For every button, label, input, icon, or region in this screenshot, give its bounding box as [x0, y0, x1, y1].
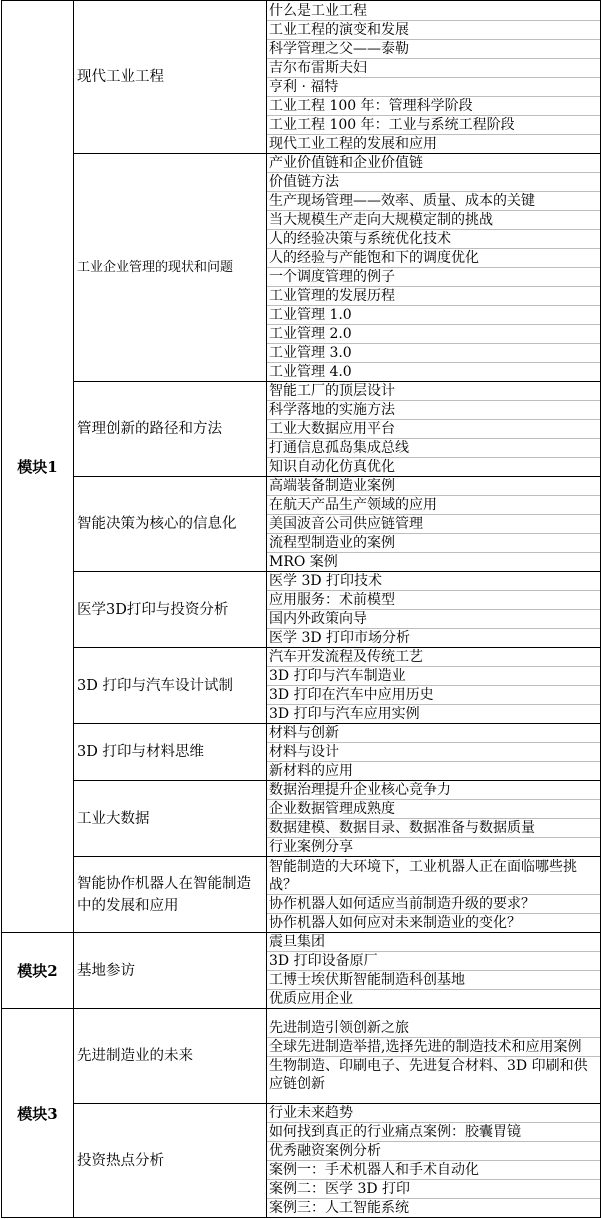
- list-item: 工业管理 2.0: [267, 325, 600, 344]
- table-row: [2, 1, 601, 154]
- list-item: 协作机器人如何适应当前制造升级的要求？: [267, 895, 600, 914]
- table-row: [2, 154, 601, 382]
- list-item: 科学落地的实施方法: [267, 401, 600, 420]
- list-item: 震旦集团: [267, 933, 600, 952]
- list-item: 工博士埃伏斯智能制造科创基地: [267, 971, 600, 990]
- topic-title: 工业企业管理的现状和问题: [74, 154, 267, 382]
- list-item: 工业工程 100 年：管理科学阶段: [267, 97, 600, 116]
- topic-title: 先进制造业的未来: [74, 1009, 267, 1104]
- topic-items: [267, 572, 601, 648]
- list-item: 3D 打印与汽车制造业: [267, 667, 600, 686]
- list-item: 现代工业工程的发展和应用: [269, 135, 437, 152]
- topic-title: 现代工业工程: [74, 1, 267, 154]
- list-item: 先进制造引领创新之旅: [267, 1019, 600, 1038]
- topic-items: [267, 724, 601, 781]
- list-item: 数据治理提升企业核心竞争力: [267, 781, 600, 800]
- list-item: 工业大数据应用平台: [267, 420, 600, 439]
- topic-items: [267, 933, 601, 1009]
- list-item: 在航天产品生产领域的应用: [267, 496, 600, 515]
- list-item: 工业工程 100 年：工业与系统工程阶段: [267, 116, 600, 135]
- list-item: 医学 3D 打印市场分析: [269, 630, 411, 646]
- table-row: [2, 781, 601, 857]
- list-item: 智能工厂的顶层设计: [267, 382, 600, 401]
- table-row: [2, 1009, 601, 1104]
- list-item: 价值链方法: [267, 173, 600, 192]
- list-item: 高端装备制造业案例: [267, 477, 600, 496]
- list-item: 优质应用企业: [269, 991, 353, 1007]
- table-row: [2, 648, 601, 724]
- list-item: 全球先进制造举措,选择先进的制造技术和应用案例: [267, 1038, 600, 1057]
- list-item: 行业案例分享: [269, 839, 353, 855]
- table-row: [2, 477, 601, 572]
- list-item: 应用服务：术前模型: [267, 591, 600, 610]
- list-item: 新材料的应用: [269, 763, 353, 779]
- list-item: 什么是工业工程: [267, 2, 600, 21]
- curriculum-table: [1, 0, 601, 1218]
- topic-items: [267, 1009, 601, 1104]
- table-row: [2, 382, 601, 477]
- list-item: 人的经验与产能饱和下的调度优化: [267, 249, 600, 268]
- topic-items: [267, 382, 601, 477]
- topic-title: 智能决策为核心的信息化: [74, 477, 267, 572]
- topic-title: 3D 打印与汽车设计试制: [74, 648, 267, 724]
- list-item: 亨利 · 福特: [267, 78, 600, 97]
- list-item: 3D 打印设备原厂: [267, 952, 600, 971]
- list-item: 一个调度管理的例子: [267, 268, 600, 287]
- list-item: 人的经验决策与系统优化技术: [267, 230, 600, 249]
- list-item: 行业未来趋势: [267, 1104, 600, 1123]
- list-item: 工业管理 4.0: [269, 364, 352, 380]
- list-item: 国内外政策向导: [267, 610, 600, 629]
- topic-items: [267, 477, 601, 572]
- list-item: 医学 3D 打印技术: [267, 572, 600, 591]
- topic-title: 智能协作机器人在智能制造中的发展和应用: [74, 857, 267, 933]
- list-item: 工业管理的发展历程: [267, 287, 600, 306]
- list-item: 材料与设计: [267, 743, 600, 762]
- topic-items: [267, 154, 601, 382]
- list-item: 打通信息孤岛集成总线: [267, 439, 600, 458]
- list-item: 美国波音公司供应链管理: [267, 515, 600, 534]
- topic-title: 基地参访: [74, 933, 267, 1009]
- list-item: 科学管理之父——泰勒: [267, 40, 600, 59]
- list-item: 3D 打印与汽车应用实例: [269, 706, 420, 722]
- table-row: [2, 572, 601, 648]
- list-item: 流程型制造业的案例: [267, 534, 600, 553]
- list-item: 案例三：人工智能系统: [269, 1200, 409, 1216]
- list-item: 工业工程的演变和发展: [267, 21, 600, 40]
- list-item: 产业价值链和企业价值链: [267, 154, 600, 173]
- list-item: 优秀融资案例分析: [267, 1142, 600, 1161]
- topic-title: 3D 打印与材料思维: [74, 724, 267, 781]
- topic-title: 投资热点分析: [74, 1104, 267, 1218]
- module-label: 模块1: [2, 1, 74, 933]
- topic-items: [267, 1104, 601, 1218]
- list-item: 材料与创新: [267, 724, 600, 743]
- list-item: 案例一：手术机器人和手术自动化: [267, 1161, 600, 1180]
- list-item: 数据建模、数据目录、数据准备与数据质量: [267, 819, 600, 838]
- list-item: 当大规模生产走向大规模定制的挑战: [267, 211, 600, 230]
- list-item: 汽车开发流程及传统工艺: [267, 648, 600, 667]
- list-item: MRO 案例: [269, 554, 338, 570]
- module-label: 模块3: [2, 1009, 74, 1218]
- list-item: 工业管理 3.0: [267, 344, 600, 363]
- table-row: [2, 1104, 601, 1218]
- list-item: 智能制造的大环境下，工业机器人正在面临哪些挑战？: [267, 858, 600, 895]
- topic-title: 工业大数据: [74, 781, 267, 857]
- list-item: 3D 打印在汽车中应用历史: [267, 686, 600, 705]
- list-item: 案例二：医学 3D 打印: [267, 1180, 600, 1199]
- topic-items: [267, 857, 601, 933]
- list-item: 如何找到真正的行业痛点案例：胶囊胃镜: [267, 1123, 600, 1142]
- module-label: 模块2: [2, 933, 74, 1009]
- topic-items: [267, 648, 601, 724]
- list-item: 工业管理 1.0: [267, 306, 600, 325]
- list-item: 吉尔布雷斯夫妇: [267, 59, 600, 78]
- list-item: 协作机器人如何应对未来制造业的变化？: [269, 914, 521, 931]
- list-item: 知识自动化仿真优化: [269, 459, 395, 475]
- topic-title: 医学3D打印与投资分析: [74, 572, 267, 648]
- topic-items: [267, 781, 601, 857]
- table-row: [2, 933, 601, 1009]
- table-row: [2, 724, 601, 781]
- topic-items: [267, 1, 601, 154]
- list-item: 生产现场管理——效率、质量、成本的关键: [267, 192, 600, 211]
- list-item: 企业数据管理成熟度: [267, 800, 600, 819]
- topic-title: 管理创新的路径和方法: [74, 382, 267, 477]
- list-item: 生物制造、印刷电子、先进复合材料、3D 印刷和供应链创新: [269, 1058, 588, 1092]
- table-row: [2, 857, 601, 933]
